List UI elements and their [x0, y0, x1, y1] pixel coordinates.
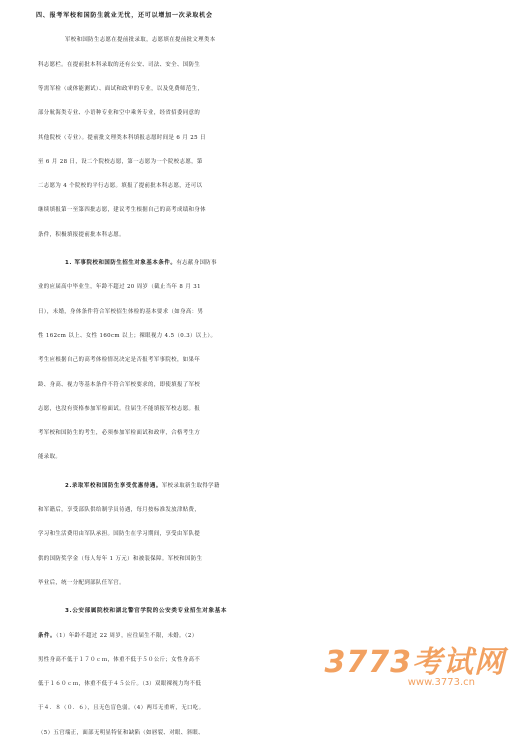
paragraph-line: 考军校和国防生的考生，必须参加军检面试和政审，合格考生方	[38, 430, 201, 437]
paragraph-line: 继续填报第一至第四批志愿，建议考生根据自己的高考成绩和身体	[38, 207, 206, 214]
paragraph-line: 军校和国防生志愿在提前批录取，志愿填在提前批文理类本	[65, 37, 216, 44]
section-2-heading: 2.录取军校和国防生享受优惠待遇。	[65, 482, 162, 489]
paragraph-line: 于４．８（０．６），且无色盲色弱。（4）两耳无重听，无口吃。	[38, 705, 205, 712]
section-title: 四、报考军校和国防生就业无忧，还可以增加一次录取机会	[36, 12, 213, 19]
paragraph-line: 至 6 月 28 日，设二个院校志愿，第一志愿为一个院校志愿，第	[38, 158, 203, 165]
paragraph-line: 其他院校（专业）。提前批文理类本科填报志愿时间是 6 月 25 日	[38, 134, 206, 141]
paragraph-line: （5）五官端正，面部无明显特征和缺陷（如唇裂、对眼、斜眼、	[38, 729, 204, 736]
paragraph-line: 科志愿栏。在提前批本科录取的还有公安、司法、安全、国防生	[38, 61, 201, 68]
section-3-text: （1）年龄不超过 22 周岁，应往届生不限，未婚。（2）	[55, 632, 198, 639]
watermark-logo: 3773考试网	[324, 645, 505, 680]
paragraph-line: 学习和生活费用由军队承担。国防生在学习期间，享受由军队提	[38, 531, 201, 538]
paragraph-line: 业的应届高中毕业生，年龄不超过 20 周岁（截止当年 8 月 31	[38, 284, 201, 291]
paragraph-line: 毕业后，统一分配到部队任军官。	[38, 579, 125, 586]
section-3-heading: 3.公安部属院校和湖北警官学院的公安类专业招生对象基本	[65, 608, 228, 615]
section-1-text: 有志献身国防事	[176, 260, 217, 266]
paragraph-line: 等需军检（或体能测试）、面试和政审的专业，以及免费师范生，	[38, 85, 204, 92]
paragraph-line: 考生应根据自己的高考体检情况决定是否报考军事院校，如果年	[38, 357, 201, 364]
section-1-heading: 1. 军事院校和国防生招生对象基本条件。	[65, 260, 177, 266]
paragraph-line: 部分航海类专业、小语种专业和空中乘务专业，经省招委同意的	[38, 110, 201, 117]
paragraph-line: 和军籍后，享受部队供给制学员待遇，每月按标准发放津贴费，	[38, 507, 201, 513]
paragraph-line: 性 162cm 以上、女性 160cm 以上；裸眼视力 4.5（0.3）以上）。	[38, 332, 217, 339]
paragraph-line: 低于１６０ｃｍ，体重不低于４５公斤。（3）双眼裸视力均不低	[38, 681, 202, 688]
paragraph-line: 条件，积极填报提前批本科志愿。	[38, 231, 125, 238]
paragraph-line: 志愿，也没有资格参加军检面试。往届生不能填报军校志愿。报	[38, 405, 201, 412]
site-watermark	[325, 637, 506, 688]
section-3-heading-end: 条件。	[38, 632, 56, 639]
paragraph-line: 男性身高不低于１７０ｃｍ，体重不低于５０公斤；女性身高不	[38, 656, 201, 663]
section-2-first-line	[0, 474, 509, 498]
paragraph-line: 日），未婚，身体条件符合军校招生体检的基本要求（如身高：男	[38, 308, 204, 315]
paragraph-line: 二志愿为 4 个院校的平行志愿。填报了提前批本科志愿，还可以	[38, 183, 203, 190]
section-1-first-line	[0, 251, 509, 275]
paragraph-line: 龄、身高、视力等基本条件不符合军校要求的，即使填报了军校	[38, 381, 201, 388]
paragraph-line: 供的国防奖学金（每人每年 1 万元）和被装保障。军校和国防生	[38, 555, 203, 562]
section-2-text: 军校录取新生取得学籍	[161, 482, 220, 489]
paragraph-line: 能录取。	[38, 454, 62, 461]
watermark-url: www.3773.cn	[407, 677, 475, 688]
